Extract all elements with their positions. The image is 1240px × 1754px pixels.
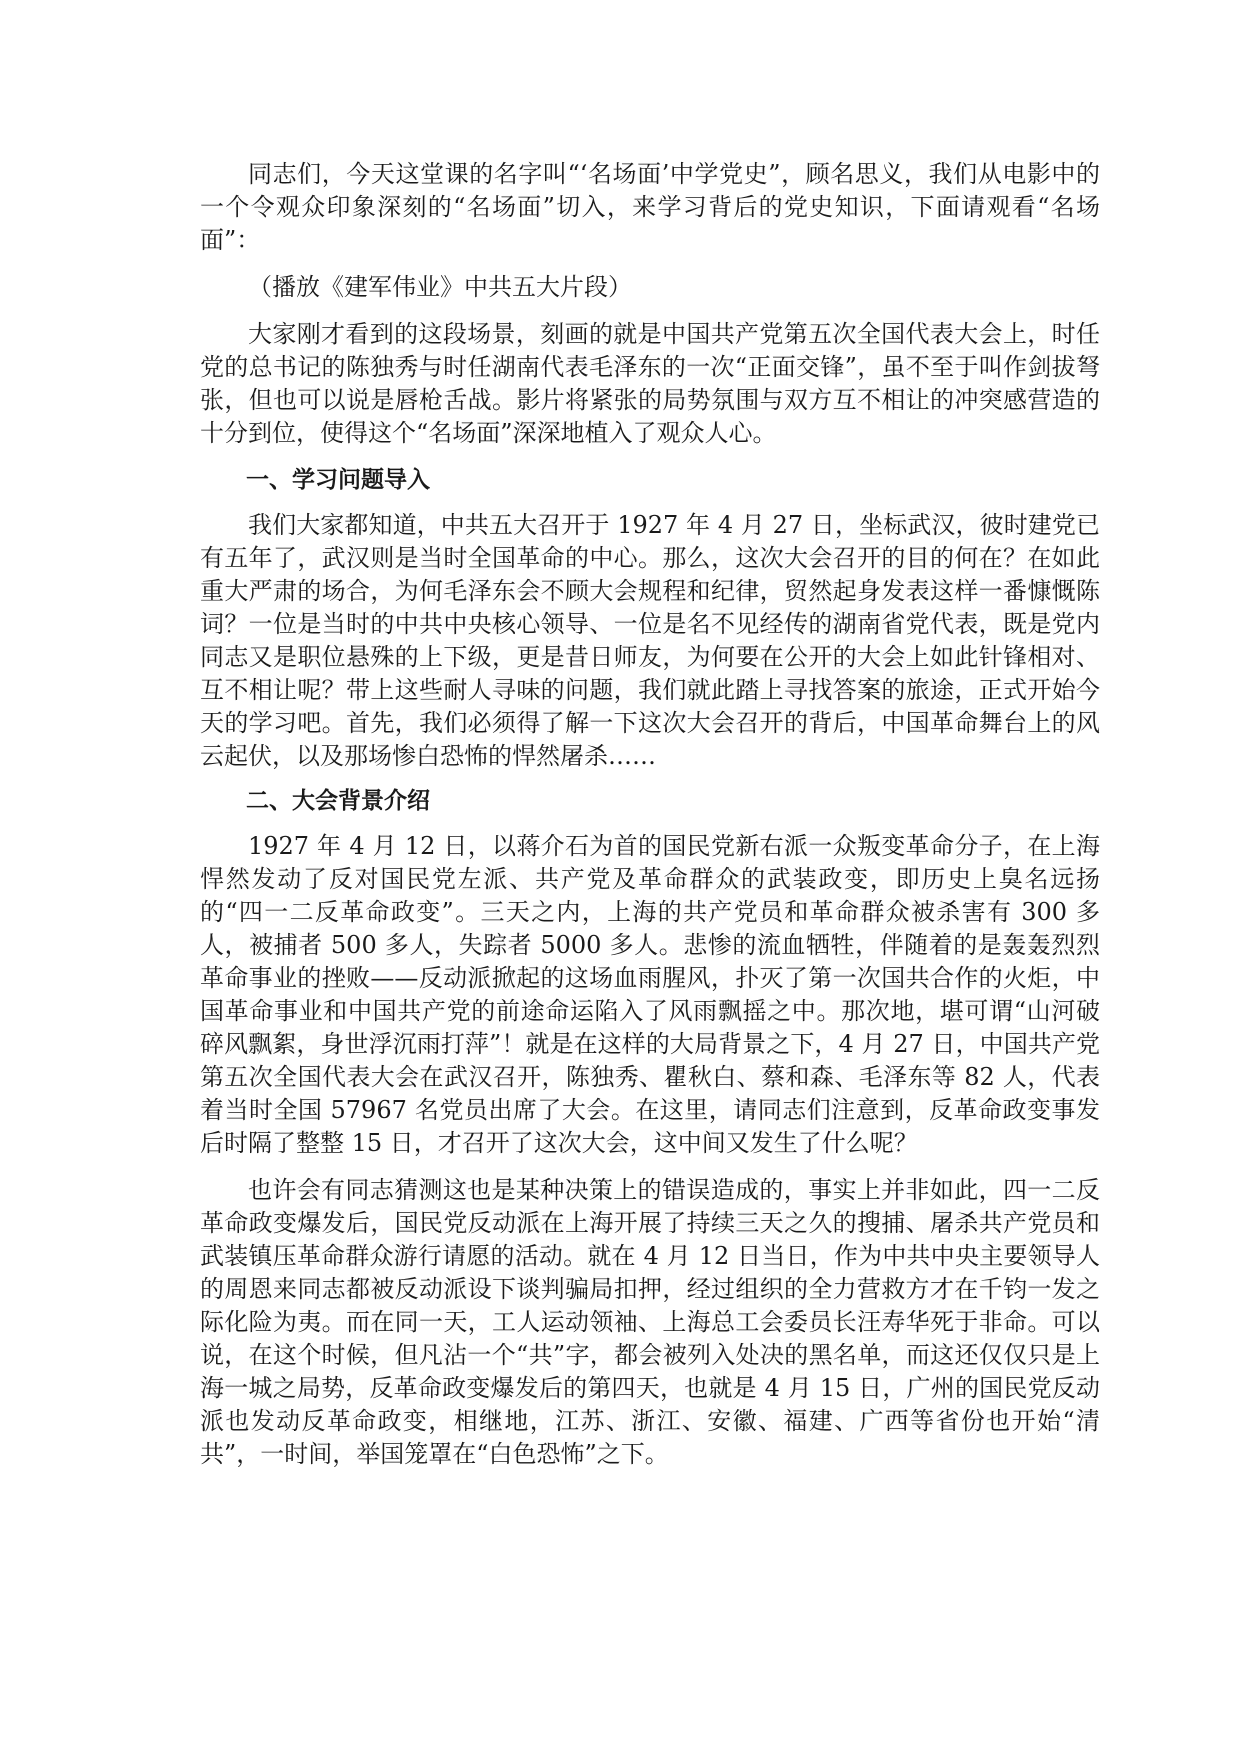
paragraph-scene-description: 大家刚才看到的这段场景，刻画的就是中国共产党第五次全国代表大会上，时任党的总书记的陈独秀与时任湖南代表毛泽东的一次“正面交锋”，虽不至于叫作剑拔弩张，但也可以说是唇枪舌战。影片将紧张的局势氛围与双方互不相让的冲突感营造的十分到位，使得这个“名场面”深深地植入了观众人心。 bbox=[200, 320, 1100, 447]
paragraph-white-terror: 也许会有同志猜测这也是某种决策上的错误造成的，事实上并非如此，四一二反革命政变爆发后，国民党反动派在上海开展了持续三天之久的搜捕、屠杀共产党员和武装镇压革命群众游行请愿的活动。就在 4 月 12 日当日，作为中共中央主要领导人的周恩来同志都被反动派设下谈判骗局扣押，经过组织的全力营救方才在千钧一发之际化险为夷。而在同一天，工人运动领袖、上海总工会委员长汪寿华死于非命。可以说，在这个时候，但凡沾一个“共”字，都会被列入处决的黑名单，而这还仅仅只是上海一城之局势，反革命政变爆发后的第四天，也就是 4 月 15 日，广州的国民党反动派也发动反革命政变，相继地，江苏、浙江、安徽、福建、广西等省份也开始“清共”，一时间，举国笼罩在“白色恐怖”之下。 bbox=[200, 1176, 1100, 1468]
paragraph-background: 1927 年 4 月 12 日，以蒋介石为首的国民党新右派一众叛变革命分子，在上海悍然发动了反对国民党左派、共产党及革命群众的武装政变，即历史上臭名远扬的“四一二反革命政变”。三天之内，上海的共产党员和革命群众被杀害有 300 多人，被捕者 500 多人，失踪者 5000 多人。悲惨的流血牺牲，伴随着的是轰轰烈烈革命事业的挫败——反动派掀起的这场血雨腥风，扑灭了第一次国共合作的火炬，中国革命事业和中国共产党的前途命运陷入了风雨飘摇之中。那次地，堪可谓“山河破碎风飘絮，身世浮沉雨打萍”！就是在这样的大局背景之下，4 月 27 日，中国共产党第五次全国代表大会在武汉召开，陈独秀、瞿秋白、蔡和森、毛泽东等 82 人，代表着当时全国 57967 名党员出席了大会。在这里，请同志们注意到，反革命政变事发后时隔了整整 15 日，才召开了这次大会，这中间又发生了什么呢？ bbox=[200, 832, 1100, 1157]
paragraph-questions: 我们大家都知道，中共五大召开于 1927 年 4 月 27 日，坐标武汉，彼时建党已有五年了，武汉则是当时全国革命的中心。那么，这次大会召开的目的何在？在如此重大严肃的场合，为何毛泽东会不顾大会规程和纪律，贸然起身发表这样一番慷慨陈词？一位是当时的中共中央核心领导、一位是名不见经传的湖南省党代表，既是党内同志又是职位悬殊的上下级，更是昔日师友，为何要在公开的大会上如此针锋相对、互不相让呢？带上这些耐人寻味的问题，我们就此踏上寻找答案的旅途，正式开始今天的学习吧。首先，我们必须得了解一下这次大会召开的背后，中国革命舞台上的风云起伏，以及那场惨白恐怖的悍然屠杀…… bbox=[200, 511, 1100, 770]
section-heading-1: 一、学习问题导入 bbox=[246, 467, 430, 493]
paragraph-intro: 同志们，今天这堂课的名字叫“‘名场面’中学党史”，顾名思义，我们从电影中的一个令观众印象深刻的“名场面”切入，来学习背后的党史知识，下面请观看“名场面”： bbox=[200, 160, 1100, 254]
document-page bbox=[200, 158, 1100, 1485]
paragraph-film-note: （播放《建军伟业》中共五大片段） bbox=[248, 273, 632, 301]
section-heading-2: 二、大会背景介绍 bbox=[246, 788, 430, 814]
